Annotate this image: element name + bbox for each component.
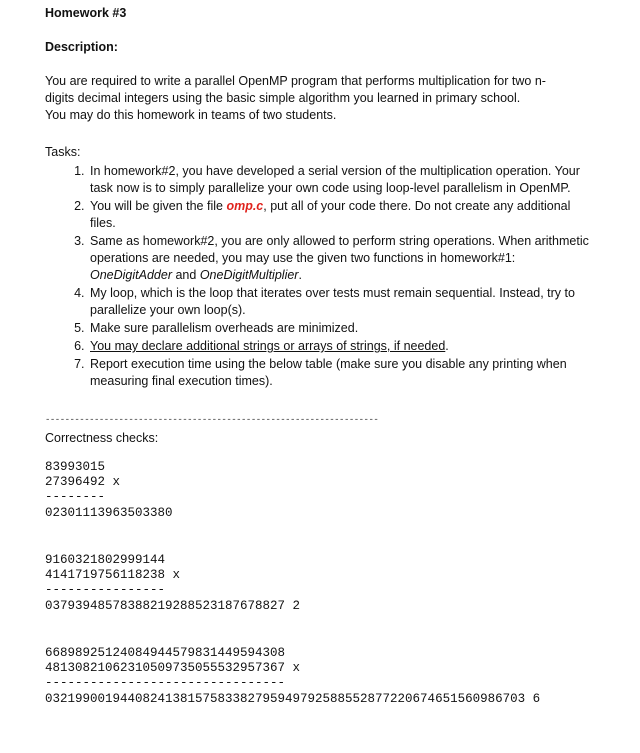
task-text: Same as homework#2, you are only allowed to perform string operations. When arithmetic operations are needed, you may use the given two functions in homework#1: <box>90 234 589 265</box>
task-text: and <box>172 268 200 282</box>
task-text: , put all of your code there. Do not create any additional files. <box>90 199 571 230</box>
task-text: . <box>445 339 449 353</box>
description-line: You may do this homework in teams of two students. <box>45 108 337 122</box>
tasks-heading: Tasks: <box>45 145 81 159</box>
product-result: 0321990019440824138157583382795949792588552877220674651560986703 6 <box>45 692 541 706</box>
operation-separator: -------- <box>45 490 106 504</box>
horizontal-rule: -------------------------------------------------------------------- <box>45 415 379 425</box>
task-item <box>88 356 595 390</box>
operand-a: 83993015 <box>45 460 106 474</box>
task-text: You may declare additional strings or arrays of strings, if needed <box>90 339 446 353</box>
document-title: Homework #3 <box>45 6 127 20</box>
operation-separator: ---------------- <box>45 583 166 597</box>
operand-a: 66898925124084944579831449594308 <box>45 646 286 660</box>
operation-separator: -------------------------------- <box>45 676 286 690</box>
task-item <box>88 338 595 355</box>
function-name: OneDigitMultiplier <box>199 268 299 282</box>
product-result: 03793948578388219288523187678827 2 <box>45 599 301 613</box>
tasks-list <box>45 163 595 390</box>
task-text: Make sure parallelism overheads are minimized. <box>90 321 359 335</box>
task-item <box>88 320 595 337</box>
operand-b: 4141719756118238 x <box>45 568 181 582</box>
operand-b: 27396492 x <box>45 475 121 489</box>
description-heading: Description: <box>45 40 118 54</box>
product-result: 02301113963503380 <box>45 506 173 520</box>
task-text: In homework#2, you have developed a serial version of the multiplication operation. Your task now is to simply parallelize your own code using loop-level parallelism in OpenMP. <box>90 164 580 195</box>
task-item <box>88 163 595 197</box>
operand-a: 9160321802999144 <box>45 553 166 567</box>
task-item <box>88 233 595 284</box>
task-text: . <box>298 268 302 282</box>
operand-b: 48130821062310509735055532957367 x <box>45 661 301 675</box>
description-line: You are required to write a parallel OpenMP program that performs multiplication for two n- <box>45 74 546 88</box>
check-block <box>45 646 595 707</box>
task-item <box>88 198 595 232</box>
check-block <box>45 460 595 521</box>
task-text: You will be given the file <box>90 199 227 213</box>
function-name: OneDigitAdder <box>90 268 172 282</box>
correctness-heading: Correctness checks: <box>45 431 159 445</box>
task-text: My loop, which is the loop that iterates over tests must remain sequential. Instead, try to parallelize your own loop(s). <box>90 286 575 317</box>
description-line: digits decimal integers using the basic simple algorithm you learned in primary school. <box>45 91 521 105</box>
task-item <box>88 285 595 319</box>
check-block <box>45 553 595 614</box>
task-text: Report execution time using the below table (make sure you disable any printing when measuring final execution times). <box>90 357 567 388</box>
file-name: omp.c <box>226 199 264 213</box>
